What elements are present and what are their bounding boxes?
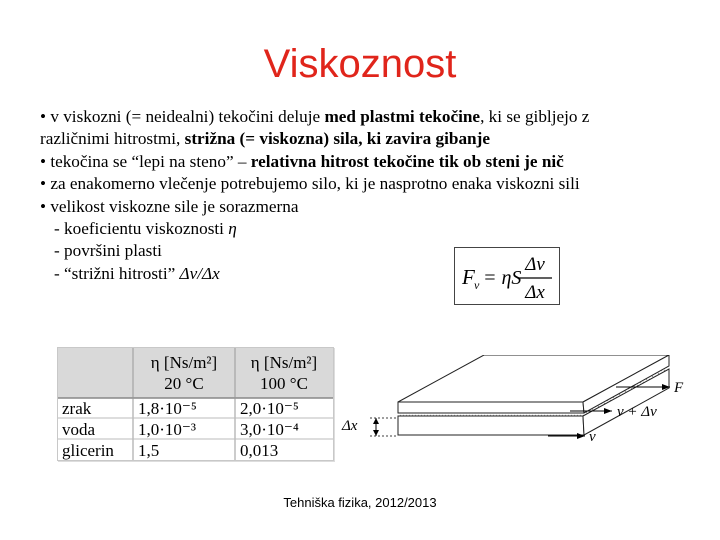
row-glycerin-100: 0,013 [240,441,279,460]
footer-text: Tehniška fizika, 2012/2013 [283,495,437,510]
top-plate-front [398,402,584,413]
header-eta-20: η [Ns/m²] [150,353,218,372]
shear-plates-diagram [338,355,688,455]
row-water-20: 1,0·10⁻³ [138,420,196,439]
row-air-20: 1,8·10⁻⁵ [138,399,197,418]
bottom-speed-label: v [589,429,596,445]
row-name-water: voda [62,420,96,439]
bullet-line [40,196,690,218]
viscosity-table [57,347,334,461]
bullet-line [40,151,690,173]
bullet-text: različnimi hitrostmi, [40,129,185,149]
header-temp-20: 20 °C [164,374,204,393]
formula-eq: = ηS [483,267,522,289]
top-speed-label: v + Δv [617,404,657,420]
row-glycerin-20: 1,5 [138,441,160,460]
eta-symbol: η [228,219,237,239]
sub-item-text: - površini plasti [54,241,162,261]
bullet-text: • tekočina se “lepi na steno” – [40,151,251,171]
viscous-force-formula [454,247,560,305]
viscosity-table-grid [58,348,333,460]
bullet-list [40,106,690,285]
bullet-text: • v viskozni (= neidealni) tekočini deluje [40,107,325,126]
header-eta-100: η [Ns/m²] [250,353,318,372]
header-temp-100: 100 °C [260,374,308,393]
formula-denominator: Δx [525,282,545,303]
sub-item-shear-rate [40,263,690,285]
row-air-100: 2,0·10⁻⁵ [240,399,299,418]
gap-arrow-down [373,430,379,436]
bullet-line [40,173,690,195]
bullet-text: • velikost viskozne sile je sorazmerna [40,196,299,216]
sub-item-text: - “strižni hitrosti” [54,263,180,283]
bullet-bold-text: strižna (= viskozna) sila, ki zavira gibanje [184,129,490,149]
formula-numerator: Δv [525,254,545,275]
bullet-text: • za enakomerno vlečenje potrebujemo silo, ki je nasprotno enaka viskozni sili [40,174,580,194]
formula-lhs-subscript: v [474,278,480,292]
sub-item-area [40,240,690,262]
slide-title: Viskoznost [263,42,457,86]
bottom-plate [398,416,584,435]
bullet-line [40,106,690,128]
bullet-bold-text: relativna hitrost tekočine tik ob steni je nič [250,151,564,171]
bullet-bold-text: med plastmi tekočine [324,107,481,126]
force-label: F [674,380,684,396]
row-name-air: zrak [62,399,92,418]
formula-lhs: F [462,265,475,289]
sub-item-text: - koeficientu viskoznosti [54,219,229,239]
sub-item-viscosity [40,218,690,240]
row-name-glycerin: glicerin [62,441,114,460]
bullet-text: , ki se gibljejo z [480,107,590,126]
shear-rate-symbol: Δv/Δx [179,263,220,283]
gap-arrow-up [373,418,379,424]
gap-label: Δx [342,418,358,434]
bullet-line [40,128,690,150]
formula-graphic [455,248,559,304]
row-water-100: 3,0·10⁻⁴ [240,420,299,439]
